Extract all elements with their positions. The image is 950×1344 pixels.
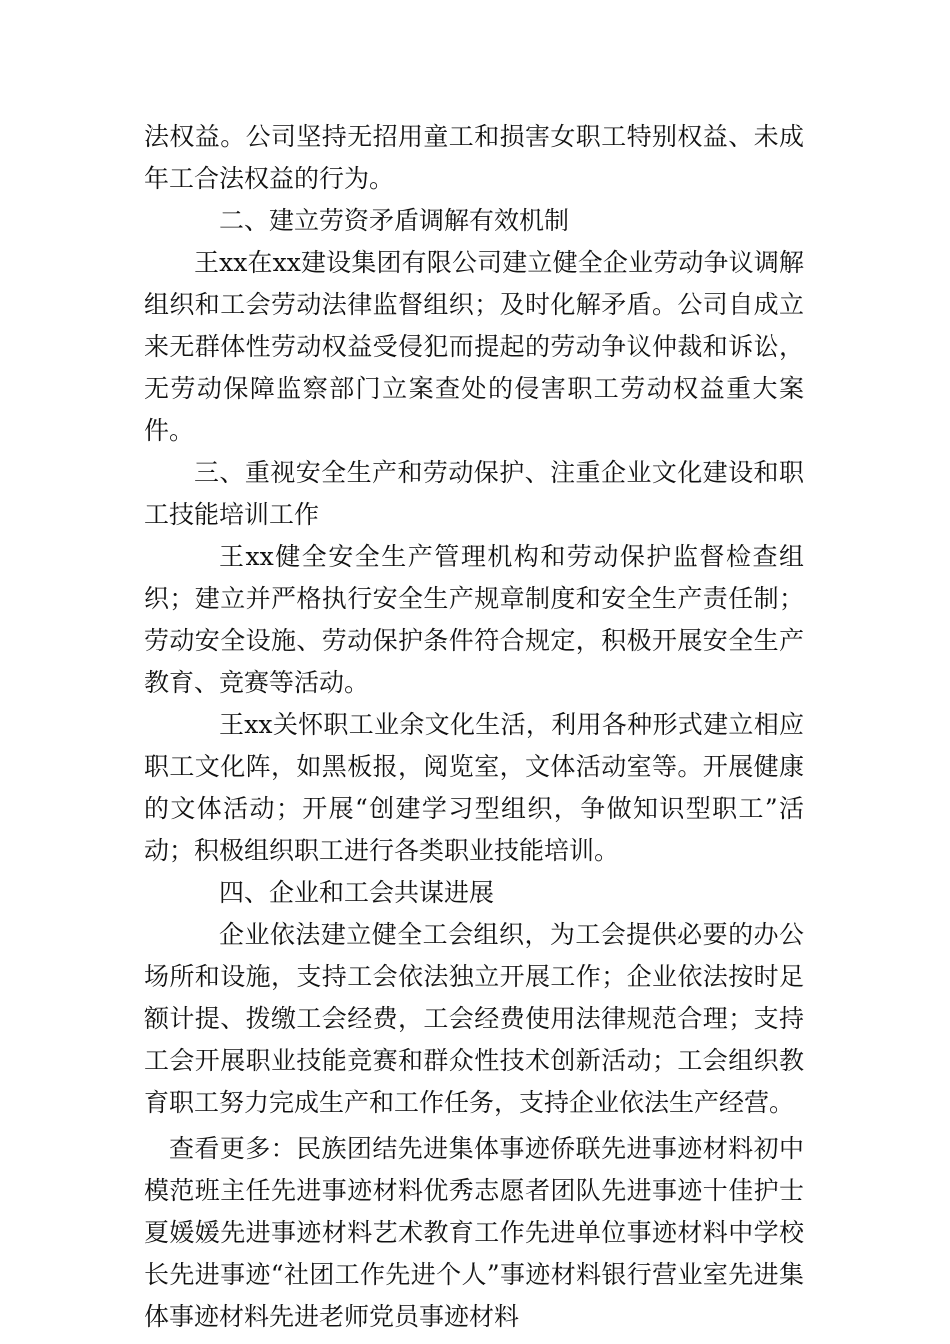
paragraph-culture: 王xx关怀职工业余文化生活，利用各种形式建立相应职工文化阵，如黑板报，阅览室，文体活动室等。开展健康的文体活动；开展“创建学习型组织，争做知识型职工”活动；积极组织职工进行各类职业技能培训。 <box>144 710 804 865</box>
section-heading-4: 四、企业和工会共谋进展 <box>219 878 495 907</box>
paragraph-union: 企业依法建立健全工会组织，为工会提供必要的办公场所和设施，支持工会依法独立开展工作；企业依法按时足额计提、拨缴工会经费，工会经费使用法律规范合理；支持工会开展职业技能竞赛和群众性技术创新活动；工会组织教育职工努力完成生产和工作任务，支持企业依法生产经营。 <box>144 920 804 1117</box>
paragraph-dispute-mechanism: 王xx在xx建设集团有限公司建立健全企业劳动争议调解组织和工会劳动法律监督组织；及时化解矛盾。公司自成立来无群体性劳动权益受侵犯而提起的劳动争议仲裁和诉讼，无劳动保障监察部门立案查处的侵害职工劳动权益重大案件。 <box>144 248 804 445</box>
paragraph-continuation: 法权益。公司坚持无招用童工和损害女职工特别权益、未成年工合法权益的行为。 <box>144 122 804 193</box>
section-heading-3: 三、重视安全生产和劳动保护、注重企业文化建设和职工技能培训工作 <box>144 458 804 529</box>
section-heading-2: 二、建立劳资矛盾调解有效机制 <box>219 206 570 235</box>
see-more-links[interactable]: 查看更多：民族团结先进集体事迹侨联先进事迹材料初中模范班主任先进事迹材料优秀志愿者团队先进事迹十佳护士夏媛媛先进事迹材料艺术教育工作先进单位事迹材料中学校长先进事迹“社团工作先进个人”事迹材料银行营业室先进集体事迹材料先进老师党员事迹材料 <box>144 1134 804 1331</box>
paragraph-safety: 王xx健全安全生产管理机构和劳动保护监督检查组织；建立并严格执行安全生产规章制度和安全生产责任制；劳动安全设施、劳动保护条件符合规定，积极开展安全生产教育、竞赛等活动。 <box>144 542 804 697</box>
document-page <box>144 116 804 1338</box>
